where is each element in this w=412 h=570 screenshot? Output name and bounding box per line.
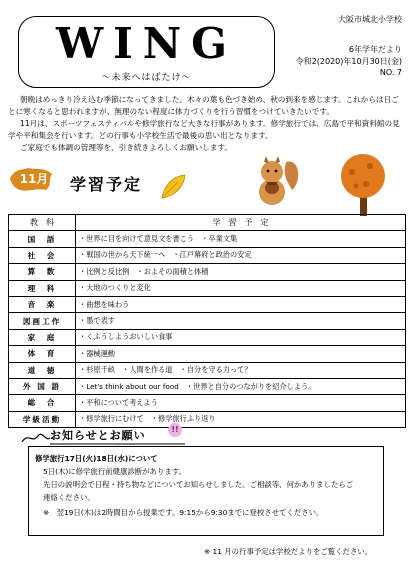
plan-cell: ・くふうしようおいしい食事 [76,329,406,345]
grade-letter-label: 6年学年だより [348,45,402,54]
notice-line: 修学旅行17日(火)18日(水)について [35,454,158,463]
plan-column-header: 学 習 予 定 [76,215,406,231]
plan-cell: ・杉原千畝 ・人間を作る道 ・自分を守る力って？ [76,362,406,378]
subject-cell: 外 国 語 [9,378,76,394]
newsletter-title: WING [55,19,238,68]
month-badge: 11月 [19,172,49,186]
notice-line: ※ 翌19日(木)は2時間目から授業です。9:15から9:30までに登校させてください。 [43,508,324,517]
notice-title: お知らせとお願い [50,429,146,442]
subject-cell: 社 会 [9,247,76,263]
ginkgo-leaf-icon [158,172,188,202]
notice-line: 5日(木)に修学旅行前健康診断があります。 [43,467,186,476]
plan-cell: ・世界に目を向けて意見文を書こう ・卒業文集 [76,231,406,247]
intro-text [8,94,406,154]
plan-cell: ・戦国の世から天下統一へ ・江戸幕府と政治の安定 [76,247,406,263]
subject-cell: 総 合 [9,395,76,411]
table-row [9,280,406,296]
subject-cell: 図画工作 [9,313,76,329]
subject-column-header: 教 科 [9,215,76,231]
plan-cell: ・比例と反比例 ・およその面積と体積 [76,264,406,280]
table-row [9,362,406,378]
autumn-tree-icon [336,150,391,218]
footnote: ※ 11 月の行事予定は学校だよりをご覧ください。 [204,547,373,556]
squirrel-icon [248,152,303,208]
intro-paragraph: 11月は、スポーツフェスティバルや修学旅行など大きな行事があります。修学旅行では、広島で平和資料館の見学や平和集会を行います。どの行事も小学校生活で最後の思い出となります。 [8,119,400,140]
subject-cell: 音 楽 [9,296,76,312]
table-row [9,395,406,411]
subject-cell: 道 徳 [9,362,76,378]
plan-cell: ・大地のつくりと変化 [76,280,406,296]
plan-cell: ・Let's think about our food ・世界と自分のつながりを紹介しよう。 [76,378,406,394]
subject-cell: 家 庭 [9,329,76,345]
table-row [9,264,406,280]
table-row [9,329,406,345]
issue-number: NO. 7 [379,68,402,77]
plan-cell: ・平和について考えよう [76,395,406,411]
subject-cell: 国 語 [9,231,76,247]
table-row [9,378,406,394]
intro-paragraph: ご家庭でも体調の管理等を、引き続きよろしくお願いします。 [20,143,233,152]
notice-line: 先日の説明会で日程・持ち物などについてお知らせしました。ご相談等、何かありましたらご [43,480,354,489]
school-name: 大阪市城北小学校 [338,15,402,24]
notice-box [28,446,384,536]
table-row [9,346,406,362]
schedule-table [8,214,406,428]
exclamation-icon: !! [168,423,182,437]
table-row [9,231,406,247]
table-header-row [9,215,406,231]
issue-date: 令和2(2020)年10月30日(金) [295,57,402,66]
table-row [9,313,406,329]
table-row [9,296,406,312]
subject-cell: 学級活動 [9,411,76,427]
newsletter-subtitle: ～未来へはばたけ～ [101,73,192,83]
subject-cell: 理 科 [9,280,76,296]
plan-cell: ・修学旅行にむけて ・修学旅行ふり返り [76,411,406,427]
schedule-title: 学習予定 [70,175,143,194]
plan-cell: ・器械運動 [76,346,406,362]
plan-cell: ・墨で表す [76,313,406,329]
subject-cell: 体 育 [9,346,76,362]
notice-line: 連絡ください。 [43,493,95,502]
plan-cell: ・曲想を味わう [76,296,406,312]
table-row [9,247,406,263]
intro-paragraph: 朝晩はめっきり冷え込む季節になってきました。木々の葉も色づき始め、秋の到来を感じます。これからは日ごとに寒くなると思われますが、無理のない程度に体力づくりを行う習慣をつけていきたいです。 [8,95,399,116]
subject-cell: 算 数 [9,264,76,280]
